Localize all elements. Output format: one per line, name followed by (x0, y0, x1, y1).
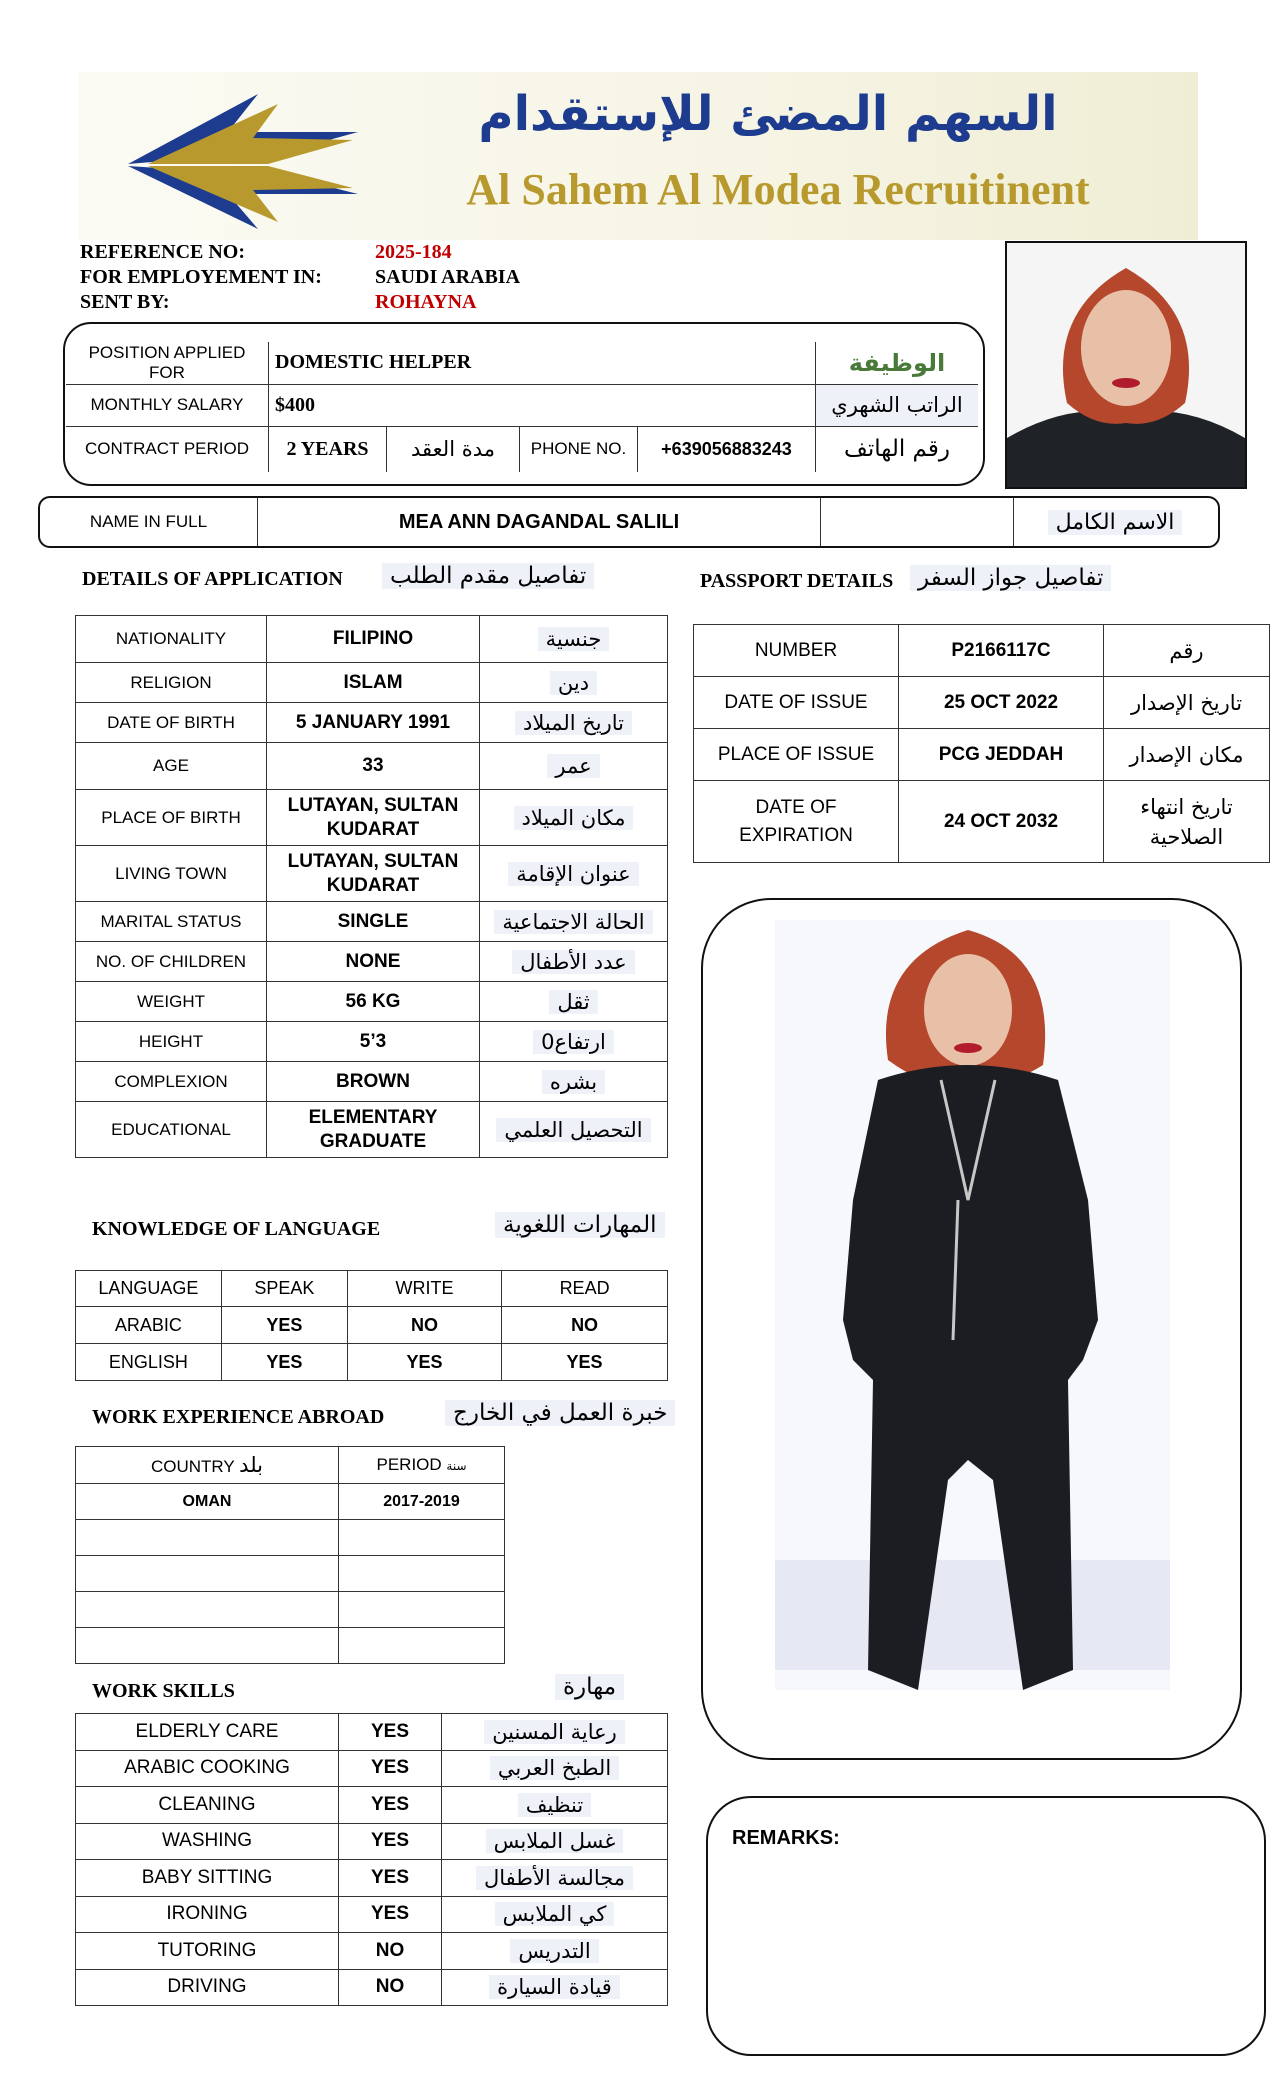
name-arabic (1014, 498, 1217, 546)
name-label: NAME IN FULL (40, 498, 258, 546)
contract-value: 2 YEARS (269, 426, 387, 472)
skill-row (76, 1714, 668, 1751)
name-table (40, 498, 1216, 546)
application-row-arabic-cell (480, 1022, 668, 1062)
application-row (76, 790, 668, 846)
application-row-value: LUTAYAN, SULTAN KUDARAT (267, 790, 480, 846)
language-header-row (76, 1271, 668, 1307)
employment-label: FOR EMPLOYEMENT IN: (80, 266, 322, 288)
skill-arabic-cell (442, 1823, 668, 1860)
period-label-arabic: سنة (446, 1459, 467, 1473)
application-row-arabic: عدد الأطفال (512, 950, 634, 974)
skill-value: NO (339, 1933, 442, 1970)
employment-country: SAUDI ARABIA (375, 266, 521, 288)
passport-row-label: PLACE OF ISSUE (694, 729, 899, 781)
language-header-cell: WRITE (347, 1271, 501, 1307)
language-title: KNOWLEDGE OF LANGUAGE (92, 1218, 381, 1240)
passport-row-arabic-cell (1104, 729, 1270, 781)
language-skill-value: YES (221, 1307, 347, 1344)
contract-arabic: مدة العقد (387, 426, 520, 472)
skill-value: YES (339, 1787, 442, 1824)
salary-label: MONTHLY SALARY (66, 384, 269, 426)
language-skill-value: YES (502, 1344, 668, 1381)
application-row (76, 663, 668, 703)
position-value: DOMESTIC HELPER (269, 342, 816, 384)
skills-table (75, 1713, 668, 2006)
sent-by-label: SENT BY: (80, 291, 170, 313)
skill-arabic: كي الملابس (495, 1902, 615, 1926)
application-title-arabic: تفاصيل مقدم الطلب (382, 563, 594, 589)
experience-row (76, 1592, 505, 1628)
skill-arabic-cell (442, 1933, 668, 1970)
experience-country (76, 1592, 339, 1628)
application-row-label: COMPLEXION (76, 1062, 267, 1102)
application-row-value: FILIPINO (267, 616, 480, 663)
application-row-arabic: دين (550, 671, 597, 695)
skill-value: YES (339, 1750, 442, 1787)
reference-block (80, 240, 322, 315)
skill-value: NO (339, 1969, 442, 2006)
passport-row-label: DATE OF ISSUE (694, 677, 899, 729)
application-row-arabic: مكان الميلاد (514, 806, 634, 830)
skill-row (76, 1860, 668, 1897)
language-name: ARABIC (76, 1307, 222, 1344)
logo-banner (78, 72, 1198, 240)
skill-row (76, 1823, 668, 1860)
skill-arabic: تنظيف (518, 1793, 591, 1817)
language-row (76, 1344, 668, 1381)
passport-row-value: 24 OCT 2032 (899, 781, 1104, 863)
skill-label: ARABIC COOKING (76, 1750, 339, 1787)
phone-value: +639056883243 (638, 426, 816, 472)
application-row-label: DATE OF BIRTH (76, 703, 267, 743)
application-row-arabic-cell (480, 616, 668, 663)
application-row (76, 1102, 668, 1158)
skill-row (76, 1787, 668, 1824)
application-row (76, 846, 668, 902)
headshot-photo (1005, 241, 1247, 489)
skills-title: WORK SKILLS (92, 1680, 235, 1702)
passport-row-arabic-cell (1104, 625, 1270, 677)
skill-value: YES (339, 1823, 442, 1860)
application-row-value: 56 KG (267, 982, 480, 1022)
application-row (76, 942, 668, 982)
application-row-label: PLACE OF BIRTH (76, 790, 267, 846)
application-row-arabic: تاريخ الميلاد (515, 711, 632, 735)
application-row-arabic: التحصيل العلمي (496, 1118, 650, 1142)
application-row-value: ISLAM (267, 663, 480, 703)
experience-country: OMAN (76, 1484, 339, 1520)
full-body-photo (703, 900, 1240, 1758)
experience-row (76, 1628, 505, 1664)
passport-row (694, 677, 1270, 729)
period-header (339, 1447, 505, 1484)
passport-row (694, 781, 1270, 863)
passport-row-value: PCG JEDDAH (899, 729, 1104, 781)
country-label-arabic: بلد (239, 1453, 263, 1477)
experience-title-arabic: خبرة العمل في الخارج (445, 1400, 675, 1426)
experience-title: WORK EXPERIENCE ABROAD (92, 1406, 385, 1428)
salary-arabic: الراتب الشهري (816, 384, 979, 426)
experience-row (76, 1556, 505, 1592)
application-row (76, 1022, 668, 1062)
full-name: MEA ANN DAGANDAL SALILI (258, 498, 821, 546)
passport-row-arabic-cell (1104, 677, 1270, 729)
application-row-arabic: عمر (547, 754, 599, 778)
skill-arabic-cell (442, 1969, 668, 2006)
skill-label: IRONING (76, 1896, 339, 1933)
experience-row (76, 1520, 505, 1556)
arrow-logo-icon (128, 94, 358, 229)
application-row-arabic-cell (480, 703, 668, 743)
passport-row (694, 625, 1270, 677)
experience-period: 2017-2019 (339, 1484, 505, 1520)
application-row-arabic: الحالة الاجتماعية (494, 910, 652, 934)
experience-period (339, 1592, 505, 1628)
skill-row (76, 1896, 668, 1933)
experience-country (76, 1520, 339, 1556)
phone-arabic: رقم الهاتف (816, 426, 979, 472)
application-row-label: WEIGHT (76, 982, 267, 1022)
passport-row-label: DATE OF EXPIRATION (694, 781, 899, 863)
passport-title: PASSPORT DETAILS (700, 570, 894, 592)
skills-title-arabic: مهارة (555, 1674, 624, 1700)
period-label: PERIOD (376, 1455, 442, 1474)
contract-label: CONTRACT PERIOD (66, 426, 269, 472)
application-row-arabic: ارتفاع0 (533, 1030, 614, 1054)
experience-table (75, 1446, 505, 1664)
passport-row-arabic-cell (1104, 781, 1270, 863)
experience-country (76, 1628, 339, 1664)
language-name: ENGLISH (76, 1344, 222, 1381)
person-headshot-icon (1007, 243, 1245, 487)
application-row-arabic: عنوان الإقامة (508, 862, 638, 886)
application-row-label: MARITAL STATUS (76, 902, 267, 942)
application-row (76, 616, 668, 663)
application-row-value: NONE (267, 942, 480, 982)
logo-english-text: Al Sahem Al Modea Recruitinent (466, 165, 1090, 214)
passport-row-arabic: رقم (1169, 638, 1204, 663)
skill-arabic: الطبخ العربي (490, 1756, 619, 1780)
application-row-value: SINGLE (267, 902, 480, 942)
phone-label: PHONE NO. (520, 426, 638, 472)
application-row-arabic-cell (480, 902, 668, 942)
passport-table (693, 624, 1270, 863)
application-row-arabic: جنسية (538, 627, 610, 651)
language-header-cell: READ (502, 1271, 668, 1307)
application-row-value: BROWN (267, 1062, 480, 1102)
skill-arabic: مجالسة الأطفال (476, 1866, 633, 1890)
skill-label: ELDERLY CARE (76, 1714, 339, 1751)
skill-arabic: قيادة السيارة (489, 1975, 620, 1999)
application-row-value: 33 (267, 743, 480, 790)
skill-arabic-cell (442, 1860, 668, 1897)
application-row-value: ELEMENTARY GRADUATE (267, 1102, 480, 1158)
language-row (76, 1307, 668, 1344)
experience-country (76, 1556, 339, 1592)
application-row-arabic-cell (480, 942, 668, 982)
reference-label: REFERENCE NO: (80, 241, 246, 263)
language-table (75, 1270, 668, 1381)
application-table (75, 615, 668, 1158)
application-row-arabic: بشره (542, 1070, 605, 1094)
skill-arabic-cell (442, 1896, 668, 1933)
salary-value: $400 (269, 384, 816, 426)
language-header-cell: SPEAK (221, 1271, 347, 1307)
language-skill-value: YES (221, 1344, 347, 1381)
application-row-arabic-cell (480, 846, 668, 902)
passport-row-label: NUMBER (694, 625, 899, 677)
language-skill-value: NO (502, 1307, 668, 1344)
experience-header-row (76, 1447, 505, 1484)
skill-label: BABY SITTING (76, 1860, 339, 1897)
language-header-cell: LANGUAGE (76, 1271, 222, 1307)
skill-label: DRIVING (76, 1969, 339, 2006)
logo-arabic-text: السهم المضئ للإستقدام (478, 86, 1058, 142)
position-label: POSITION APPLIED FOR (66, 342, 269, 384)
skill-row (76, 1750, 668, 1787)
application-row (76, 982, 668, 1022)
language-skill-value: NO (347, 1307, 501, 1344)
country-header (76, 1447, 339, 1484)
application-row-value: LUTAYAN, SULTAN KUDARAT (267, 846, 480, 902)
application-title: DETAILS OF APPLICATION (82, 568, 343, 590)
application-row-value: 5’3 (267, 1022, 480, 1062)
position-arabic: الوظيفة (816, 342, 979, 384)
reference-number: 2025-184 (375, 241, 452, 263)
skill-arabic: غسل الملابس (486, 1829, 624, 1853)
skill-value: YES (339, 1860, 442, 1897)
language-skill-value: YES (347, 1344, 501, 1381)
passport-row-arabic: تاريخ انتهاء الصلاحية (1140, 794, 1233, 849)
skill-value: YES (339, 1714, 442, 1751)
application-row-label: LIVING TOWN (76, 846, 267, 902)
full-body-photo-frame (701, 898, 1242, 1760)
skill-arabic-cell (442, 1750, 668, 1787)
skill-label: CLEANING (76, 1787, 339, 1824)
skill-label: TUTORING (76, 1933, 339, 1970)
passport-title-arabic: تفاصيل جواز السفر (910, 565, 1111, 591)
passport-row-value: 25 OCT 2022 (899, 677, 1104, 729)
passport-row-value: P2166117C (899, 625, 1104, 677)
name-arabic-text: الاسم الكامل (1048, 510, 1183, 535)
application-row (76, 703, 668, 743)
application-row-label: AGE (76, 743, 267, 790)
application-row-label: NATIONALITY (76, 616, 267, 663)
experience-row (76, 1484, 505, 1520)
skill-arabic-cell (442, 1714, 668, 1751)
application-row-arabic: ثقل (549, 990, 597, 1014)
sent-by-value: ROHAYNA (375, 291, 477, 313)
application-row (76, 743, 668, 790)
experience-period (339, 1628, 505, 1664)
skill-arabic: التدريس (510, 1939, 598, 1963)
application-row-arabic-cell (480, 982, 668, 1022)
application-row-value: 5 JANUARY 1991 (267, 703, 480, 743)
name-empty-cell (821, 498, 1014, 546)
passport-row (694, 729, 1270, 781)
application-row (76, 902, 668, 942)
skill-row (76, 1933, 668, 1970)
application-row (76, 1062, 668, 1102)
application-row-label: RELIGION (76, 663, 267, 703)
skill-arabic: رعاية المسنين (484, 1720, 625, 1744)
skill-arabic-cell (442, 1787, 668, 1824)
country-label: COUNTRY (150, 1457, 235, 1476)
reference-values (375, 240, 520, 315)
application-row-arabic-cell (480, 1062, 668, 1102)
application-row-arabic-cell (480, 663, 668, 703)
application-row-arabic-cell (480, 1102, 668, 1158)
passport-row-arabic: مكان الإصدار (1129, 742, 1244, 767)
experience-period (339, 1520, 505, 1556)
application-row-label: EDUCATIONAL (76, 1102, 267, 1158)
position-table (66, 342, 978, 472)
application-row-label: HEIGHT (76, 1022, 267, 1062)
language-title-arabic: المهارات اللغوية (495, 1212, 665, 1238)
skill-row (76, 1969, 668, 2006)
remarks-label: REMARKS: (732, 1827, 840, 1849)
application-row-arabic-cell (480, 790, 668, 846)
skill-value: YES (339, 1896, 442, 1933)
experience-period (339, 1556, 505, 1592)
skill-label: WASHING (76, 1823, 339, 1860)
application-row-arabic-cell (480, 743, 668, 790)
passport-row-arabic: تاريخ الإصدار (1130, 690, 1243, 715)
application-row-label: NO. OF CHILDREN (76, 942, 267, 982)
